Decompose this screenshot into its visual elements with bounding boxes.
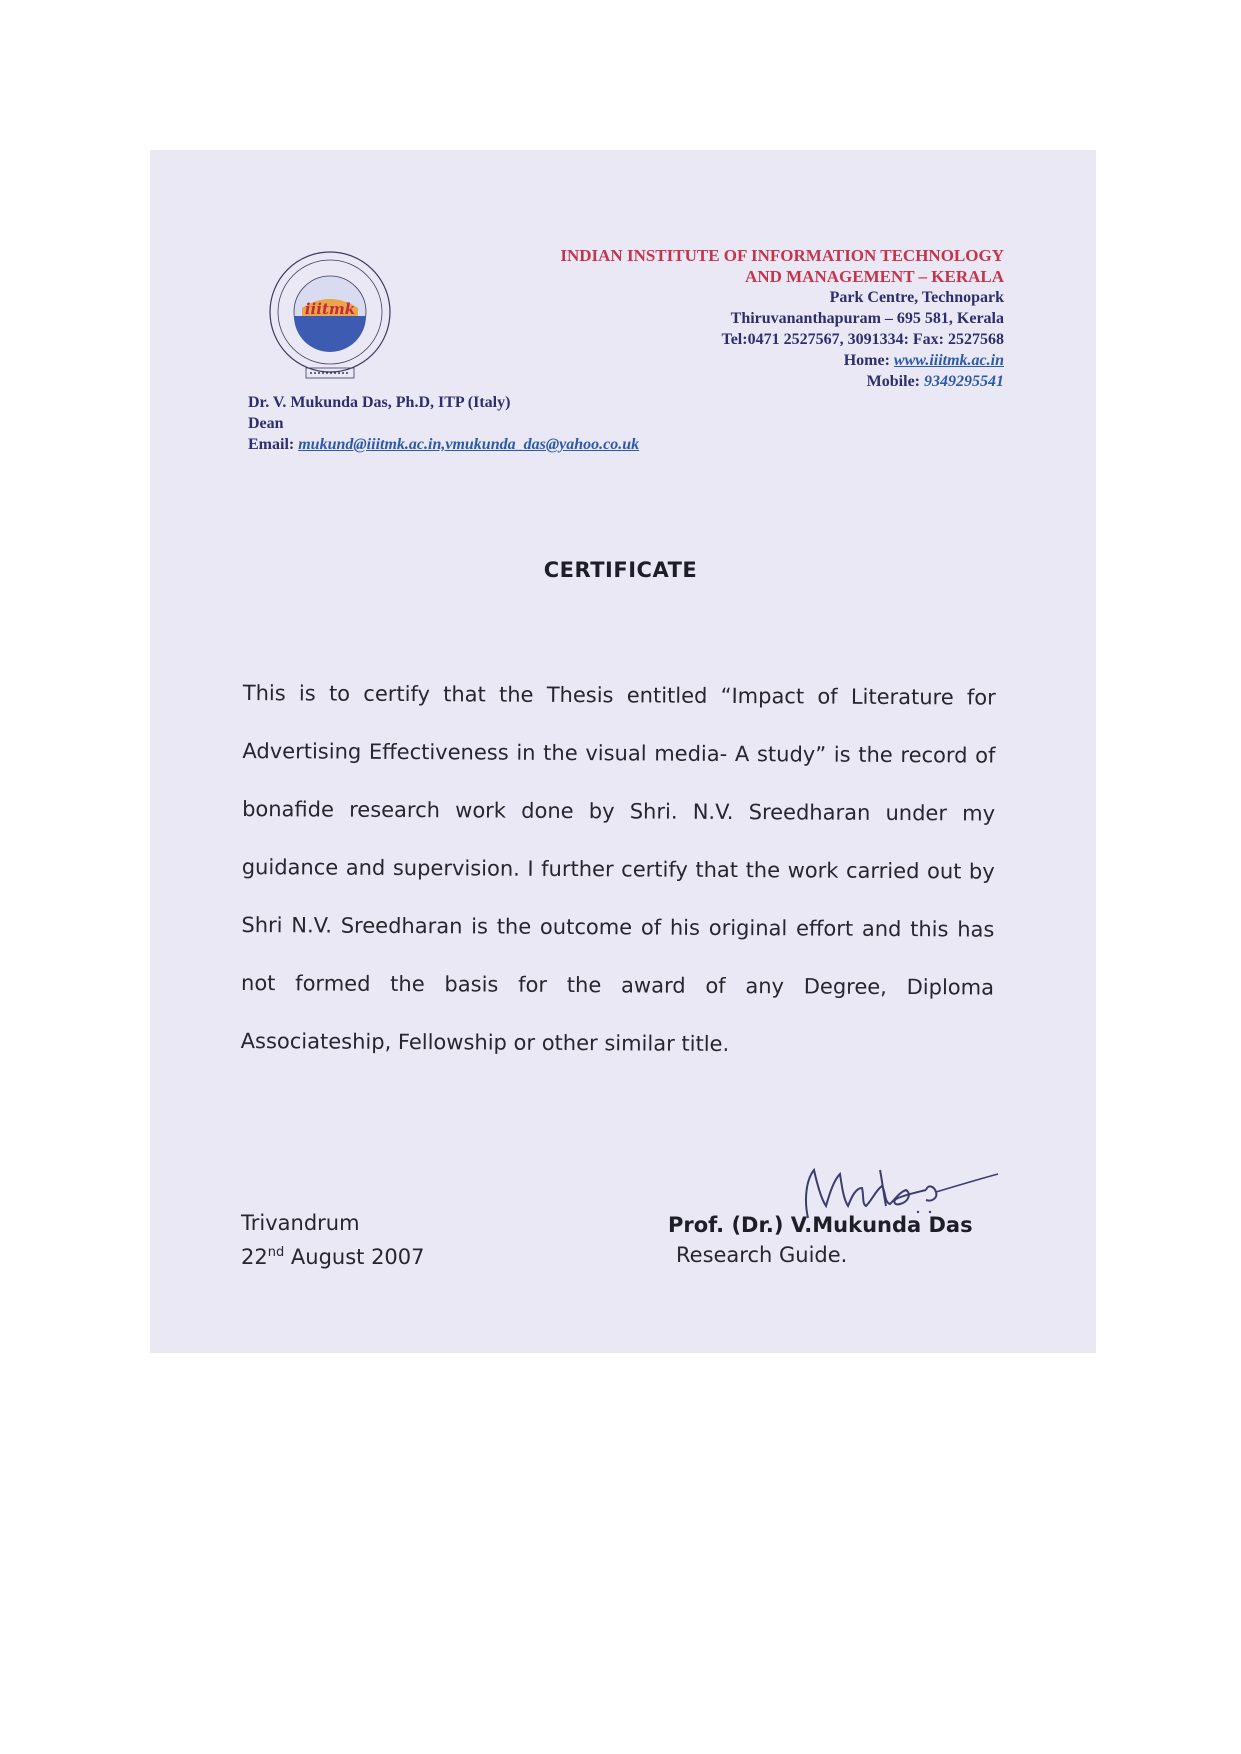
mobile-label: Mobile:	[866, 373, 920, 390]
certificate-title: CERTIFICATE	[543, 558, 698, 582]
home-url-link[interactable]: www.iiitmk.ac.in	[893, 352, 1004, 369]
email-label: Email:	[248, 436, 295, 453]
home-line	[560, 350, 1004, 371]
dean-block	[248, 392, 639, 455]
date	[241, 1238, 425, 1272]
dean-name: Dr. V. Mukunda Das, Ph.D, ITP (Italy)	[248, 394, 511, 411]
date-suffix: nd	[267, 1245, 285, 1260]
institute-name-line1: INDIAN INSTITUTE OF INFORMATION TECHNOLOGY	[560, 246, 1004, 265]
mobile-number: 9349295541	[924, 373, 1004, 390]
institute-block	[560, 245, 1004, 392]
institute-name-line2: AND MANAGEMENT – KERALA	[745, 267, 1004, 286]
date-day: 22	[241, 1245, 268, 1269]
place: Trivandrum	[241, 1211, 360, 1235]
signatory-name: Prof. (Dr.) V.Mukunda Das	[668, 1213, 973, 1237]
certificate-body: This is to certify that the Thesis entitled “Impact of Literature for Advertising Effectiveness in the visual media- A study” is the record of bonafide research work done by Shri. N.V. Sreedharan under my guidance and supervision. I further certify that the work carried out by Shri N.V. Sreedharan is the outcome of his original effort and this has not formed the basis for the award of any Degree, Diploma Associateship, Fellowship or other similar title.	[240, 680, 996, 1056]
dean-title: Dean	[248, 415, 284, 432]
date-rest: August 2007	[284, 1245, 425, 1269]
email-link[interactable]: mukund@iiitmk.ac.in,vmukunda_das@yahoo.co.uk	[298, 436, 640, 453]
email-line	[248, 434, 639, 455]
home-label: Home:	[843, 352, 890, 369]
tel-fax: Tel:0471 2527567, 3091334: Fax: 2527568	[721, 331, 1004, 348]
address-line2: Thiruvananthapuram – 695 581, Kerala	[730, 310, 1004, 327]
institute-logo	[262, 250, 398, 386]
signatory-role: Research Guide.	[676, 1243, 848, 1267]
logo-wordmark: iiitmk	[304, 300, 356, 318]
place-date-block	[241, 1208, 425, 1272]
signatory-block	[668, 1210, 973, 1270]
address-line1: Park Centre, Technopark	[829, 289, 1004, 306]
mobile-line	[560, 371, 1004, 392]
